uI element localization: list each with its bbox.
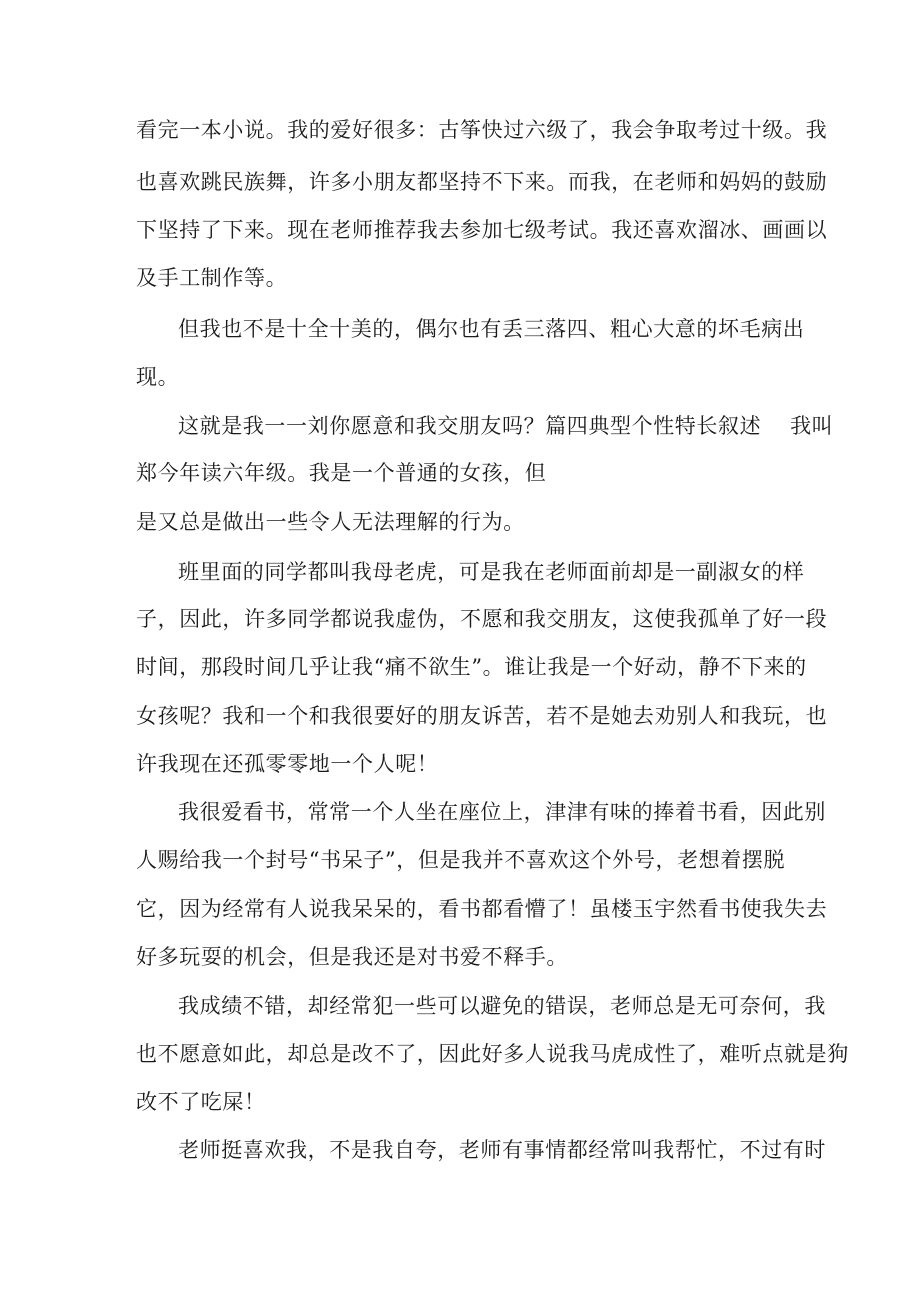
text-line: 改不了吃屎！ [136, 1090, 266, 1114]
text-line: 班里面的同学都叫我母老虎，可是我在老师面前却是一副淑女的样 [178, 560, 805, 584]
text-line: 我成绩不错，却经常犯一些可以避免的错误，老师总是无可奈何，我 [178, 994, 826, 1018]
text-line: 许我现在还孤零零地一个人呢！ [136, 752, 439, 776]
text-line: 郑今年读六年级。我是一个普通的女孩，但 [136, 461, 547, 485]
text-line: 好多玩耍的机会，但是我还是对书爱不释手。 [136, 945, 568, 969]
text-line: 时间，那段时间几乎让我“痛不欲生”。谁让我是一个好动，静不下来的 [136, 655, 807, 679]
text-line: 下坚持了下来。现在老师推荐我去参加七级考试。我还喜欢溜冰、画画以 [136, 218, 828, 242]
text-line: 女孩呢？我和一个和我很要好的朋友诉苦，若不是她去劝别人和我玩，也 [136, 704, 828, 728]
text-line: 我很爱看书，常常一个人坐在座位上，津津有味的捧着书看，因此别 [178, 800, 826, 824]
text-line: 它，因为经常有人说我呆呆的，看书都看懵了！虽楼玉宇然看书使我失去 [136, 897, 828, 921]
text-line: 这就是我一一刘你愿意和我交朋友吗？篇四典型个性特长叙述 我叫 [178, 414, 834, 438]
text-line: 人赐给我一个封号“书呆子”，但是我并不喜欢这个外号，老想着摆脱 [136, 848, 786, 872]
text-line: 但我也不是十全十美的，偶尔也有丢三落四、粗心大意的坏毛病出 [178, 317, 805, 341]
text-line: 看完一本小说。我的爱好很多：古筝快过六级了，我会争取考过十级。我 [136, 118, 828, 142]
text-line: 及手工制作等。 [136, 266, 288, 290]
text-line: 是又总是做出一些令人无法理解的行为。 [136, 510, 525, 534]
text-line: 也不愿意如此，却总是改不了，因此好多人说我马虎成性了，难听点就是狗 [136, 1042, 849, 1066]
text-line: 子，因此，许多同学都说我虚伪，不愿和我交朋友，这使我孤单了好一段 [136, 607, 828, 631]
text-line: 也喜欢跳民族舞，许多小朋友都坚持不下来。而我，在老师和妈妈的鼓励 [136, 170, 828, 194]
text-line: 老师挺喜欢我，不是我自夸，老师有事情都经常叫我帮忙，不过有时 [178, 1138, 826, 1162]
text-line: 现。 [136, 365, 180, 389]
